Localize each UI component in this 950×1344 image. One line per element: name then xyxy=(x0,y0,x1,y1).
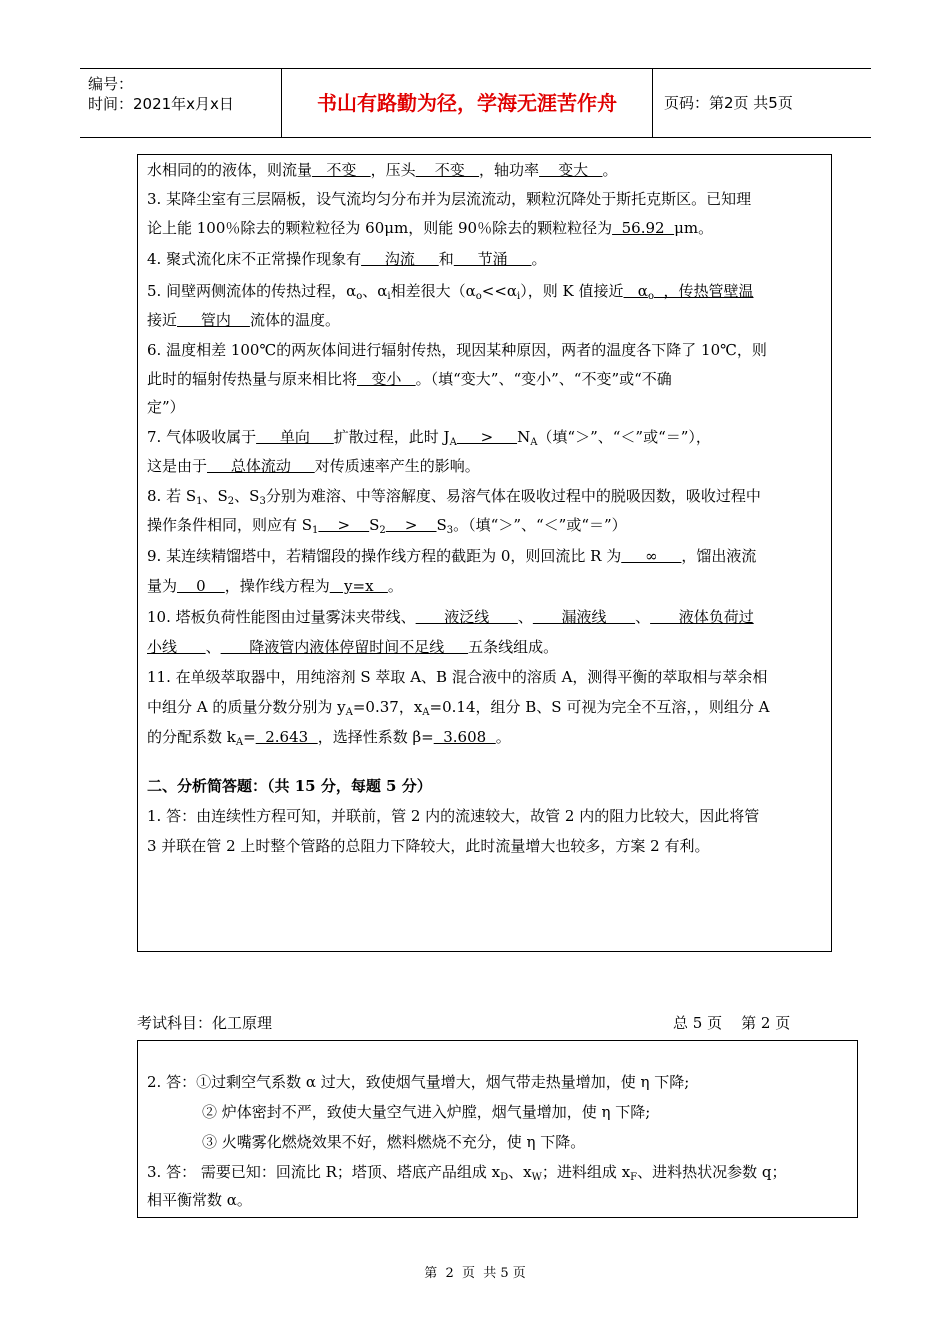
q9-line-2: 量为 0 ，操作线方程为 y=x 。 xyxy=(147,577,403,595)
exam-pages: 总 5 页 第 2 页 xyxy=(673,1014,791,1032)
q5-line-2: 接近 管内 流体的温度。 xyxy=(147,311,340,329)
q11-line-1: 11. 在单级萃取器中，用纯溶剂 S 萃取 A、B 混合液中的溶质 A，测得平衡的萃取相与萃余相 xyxy=(147,668,768,686)
q7-line-1: 7. 气体吸收属于 单向 扩散过程，此时 $J_A$ > $N_A$（填“＞”、“＜”或“＝”）， xyxy=(147,428,711,448)
q11-line-2: 中组分 A 的质量分数分别为 $y_A=0.37$，$x_A=0.14$，组分 B、S 可视为完全不互溶，，则组分 A xyxy=(147,698,770,718)
answer-1-line-2: 3 并联在管 2 上时整个管路的总阻力下降较大，此时流量增大也较多，方案 2 有利。 xyxy=(147,837,710,855)
page-header xyxy=(80,68,871,138)
header-meta xyxy=(80,69,282,137)
q7-line-2: 这是由于 总体流动 对传质速率产生的影响。 xyxy=(147,457,480,475)
date-label: 时间：2021年x月x日 xyxy=(88,95,234,113)
q8-line-1: 8. 若 $S_1$、$S_2$、$S_3$分别为难溶、中等溶解度、易溶气体在吸收过程中的脱吸因数，吸收过程中 xyxy=(147,487,761,507)
serial-label: 编号： xyxy=(88,75,134,93)
q6-line-3: 定”） xyxy=(147,398,185,416)
page-footer: 第 2 页 共 5 页 xyxy=(424,1266,526,1281)
q6-line-2: 此时的辐射传热量与原来相比将 变小 。（填“变大”、“变小”、“不变”或“不确 xyxy=(147,370,672,388)
answer-2-line-2: ② 炉体密封不严，致使大量空气进入炉膛，烟气量增加，使 η 下降; xyxy=(202,1103,651,1121)
answer-2-line-1: 2. 答：①过剩空气系数 α 过大，致使烟气量增大，烟气带走热量增加，使 η 下降; xyxy=(147,1073,690,1091)
q10-line-1: 10. 塔板负荷性能图由过量雾沫夹带线、 液泛线 、 漏液线 、 液体负荷过 xyxy=(147,608,754,626)
answer-3-line-2: 相平衡常数 α。 xyxy=(147,1191,252,1209)
answer-1-line-1: 1. 答：由连续性方程可知，并联前，管 2 内的流速较大，故管 2 内的阻力比较大，因此将管 xyxy=(147,807,760,825)
q9-line-1: 9. 某连续精馏塔中，若精馏段的操作线方程的截距为 0，则回流比 R 为 ∞ ，馏出液流 xyxy=(147,547,757,565)
answer-3-line-1: 3. 答： 需要已知：回流比 R；塔顶、塔底产品组成 $x_D$、$x_W$；进料组成 $x_F$、进料热状况参数 q； xyxy=(147,1163,787,1183)
answer-box-1 xyxy=(137,154,832,952)
q11-line-3: 的分配系数 $k_A= 2.643$ ，选择性系数 β= 3.608 。 xyxy=(147,728,511,748)
header-page-code: 页码：第2页 共5页 xyxy=(664,94,793,112)
q4-line: 4. 聚式流化床不正常操作现象有 沟流 和 节涌 。 xyxy=(147,250,547,268)
answer-box-2 xyxy=(137,1040,858,1218)
q2-line: 水相同的的液体，则流量 不变 ，压头 不变 ，轴功率 变大 。 xyxy=(147,161,618,179)
exam-subject: 考试科目：化工原理 xyxy=(137,1014,273,1032)
q6-line-1: 6. 温度相差 100℃的两灰体间进行辐射传热，现因某种原因，两者的温度各下降了 10℃，则 xyxy=(147,341,767,359)
q5-line-1: 5. 间壁两侧流体的传热过程，$\alpha_o$、$\alpha_i$相差很大$(\alpha_o<<\alpha_i)$，则 K 值接近 $\alpha_o$ ，传热管壁温 xyxy=(147,282,754,302)
q3-line-2: 论上能 100％除去的颗粒粒径为 60μm，则能 90％除去的颗粒粒径为 56.92 μm。 xyxy=(147,219,714,237)
header-motto: 书山有路勤为径，学海无涯苦作舟 xyxy=(282,69,653,137)
q10-line-2: 小线 、 降液管内液体停留时间不足线 五条线组成。 xyxy=(147,638,559,656)
q3-line-1: 3. 某降尘室有三层隔板，设气流均匀分布并为层流流动，颗粒沉降处于斯托克斯区。已知理 xyxy=(147,190,752,208)
answer-2-line-3: ③ 火嘴雾化燃烧效果不好，燃料燃烧不充分，使 η 下降。 xyxy=(202,1133,586,1151)
q8-line-2: 操作条件相同，则应有 $S_1$ > $S_2$ > $S_3$。（填“＞”、“＜”或“＝”） xyxy=(147,516,627,536)
section-2-title: 二、分析简答题：（共 15 分，每题 5 分） xyxy=(147,777,432,795)
